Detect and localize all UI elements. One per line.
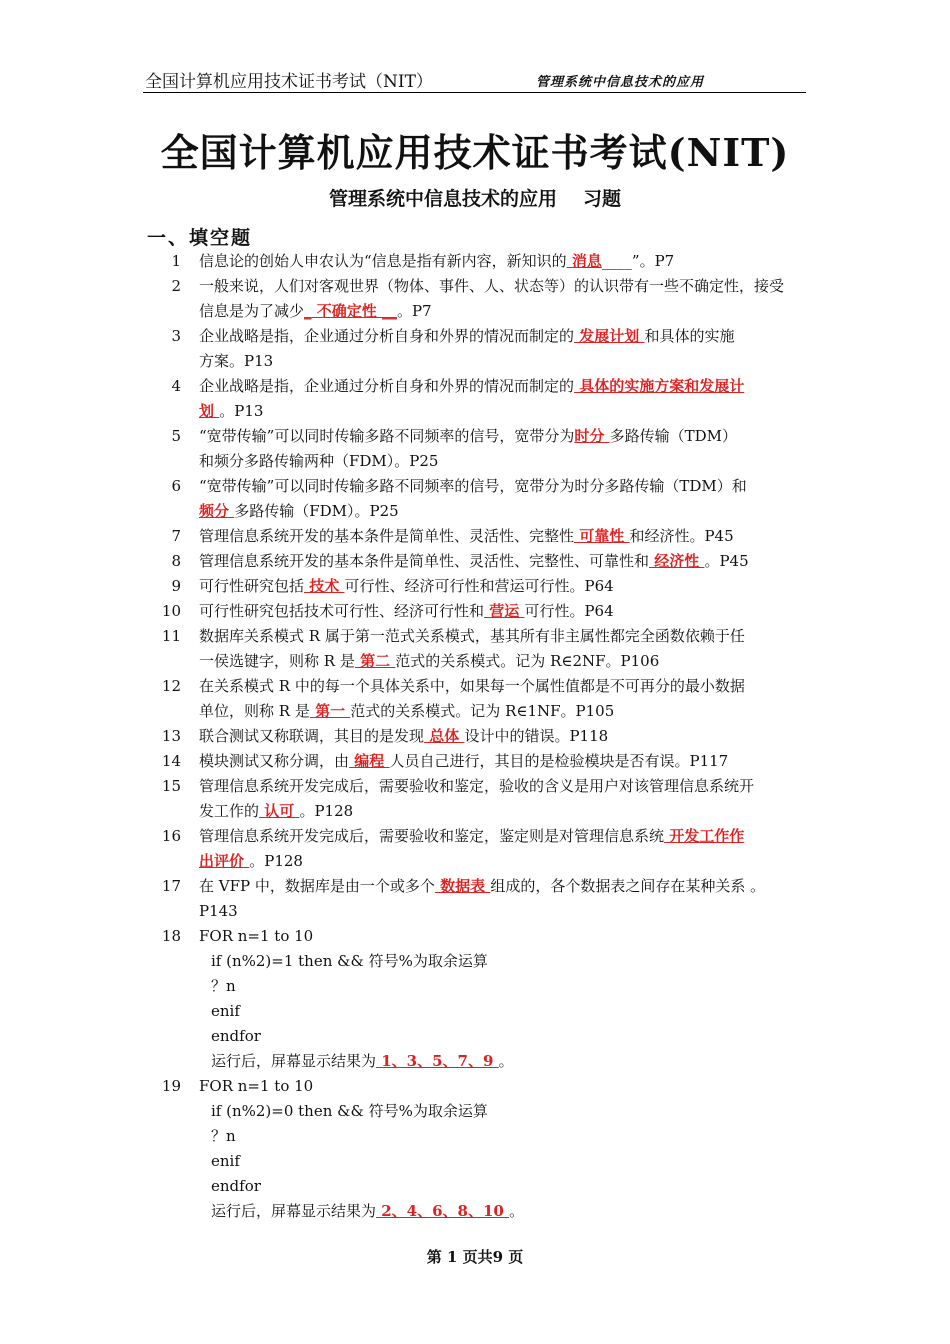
question-text: 单位，则称 R 是 — [199, 702, 310, 720]
question-item — [143, 249, 815, 274]
question-text: 和具体的实施 — [644, 327, 735, 345]
question-line — [199, 1049, 815, 1074]
question-text: FOR n=1 to 10 — [199, 927, 314, 945]
question-line — [199, 1124, 815, 1149]
question-text: 和经济性。P45 — [629, 527, 734, 545]
question-line — [199, 999, 815, 1024]
question-item — [143, 824, 815, 874]
question-number: 7 — [171, 527, 181, 545]
answer-blank: 总体 — [424, 727, 465, 745]
question-item — [143, 624, 815, 674]
question-number: 6 — [171, 477, 181, 495]
answer-blank: 具体的实施方案和发展计 — [574, 377, 745, 395]
answer-blank: 编程 — [349, 752, 390, 770]
question-text: 一般来说，人们对客观世界（物体、事件、人、状态等）的认识带有一些不确定性，接受 — [199, 277, 785, 295]
answer-blank: 技术 — [304, 577, 345, 595]
question-line — [199, 274, 815, 299]
question-item — [143, 674, 815, 724]
question-text: 范式的关系模式。记为 R∈2NF。P106 — [395, 652, 660, 670]
question-text: endfor — [211, 1177, 261, 1195]
question-list — [143, 249, 815, 1224]
question-line — [199, 474, 815, 499]
question-text: 数据库关系模式 R 属于第一范式关系模式，基其所有非主属性都完全函数依赖于任 — [199, 627, 745, 645]
question-text: 可行性。P64 — [524, 602, 614, 620]
question-line — [199, 1024, 815, 1049]
question-item — [143, 874, 815, 924]
question-number: 18 — [161, 927, 181, 945]
answer-blank: 可靠性 — [574, 527, 630, 545]
question-text: P143 — [199, 902, 238, 920]
question-text: 。 — [498, 1052, 514, 1070]
question-line — [199, 1199, 815, 1224]
answer-blank: 第二 — [354, 652, 396, 670]
answer-blank: 认可 — [259, 802, 300, 820]
question-text: 多路传输（TDM） — [609, 427, 737, 445]
answer-blank: 消息 — [566, 252, 602, 270]
question-line — [199, 624, 815, 649]
question-text: if (n%2)=0 then && 符号%为取余运算 — [211, 1102, 488, 1120]
answer-blank: 2、4、6、8、10 — [376, 1202, 510, 1220]
question-line — [199, 724, 815, 749]
question-text: 。P7 — [396, 302, 432, 320]
answer-blank: 频分 — [199, 502, 235, 520]
question-line — [199, 1074, 815, 1099]
subtitle-suffix: 习题 — [583, 188, 622, 210]
question-text: 方案。P13 — [199, 352, 274, 370]
question-number: 17 — [161, 877, 181, 895]
question-text: 。 — [509, 1202, 525, 1220]
answer-blank: 出评价 — [199, 852, 250, 870]
question-text: 管理信息系统开发完成后，需要验收和鉴定，验收的含义是用户对该管理信息系统开 — [199, 777, 755, 795]
question-number: 11 — [161, 627, 181, 645]
question-number: 16 — [161, 827, 181, 845]
answer-blank: 开发工作作 — [664, 827, 745, 845]
question-item — [143, 924, 815, 1074]
question-text: 。P45 — [704, 552, 749, 570]
question-line — [199, 1149, 815, 1174]
answer-blank: 划 — [199, 402, 220, 420]
question-text: “宽带传输”可以同时传输多路不同频率的信号，宽带分为 — [199, 427, 575, 445]
question-text: 组成的，各个数据表之间存在某种关系 。 — [490, 877, 766, 895]
question-text: 多路传输（FDM）。P25 — [234, 502, 399, 520]
question-text: 范式的关系模式。记为 R∈1NF。P105 — [350, 702, 615, 720]
question-text: 管理信息系统开发的基本条件是简单性、灵活性、完整性 — [199, 527, 575, 545]
question-line — [199, 849, 815, 874]
question-item — [143, 324, 815, 374]
question-line — [199, 574, 815, 599]
question-item — [143, 749, 815, 774]
question-item — [143, 374, 815, 424]
question-item — [143, 274, 815, 324]
question-line — [199, 1174, 815, 1199]
question-text: “宽带传输”可以同时传输多路不同频率的信号，宽带分为时分多路传输（TDM）和 — [199, 477, 747, 495]
document-subtitle — [0, 184, 950, 211]
question-text: if (n%2)=1 then && 符号%为取余运算 — [211, 952, 488, 970]
answer-blank: 营运 — [484, 602, 525, 620]
question-number: 4 — [171, 377, 181, 395]
question-text: ？n — [211, 977, 236, 995]
question-line — [199, 774, 815, 799]
question-text: 。P13 — [219, 402, 264, 420]
question-text: 。P128 — [249, 852, 303, 870]
question-line — [199, 824, 815, 849]
answer-blank: 第一 — [309, 702, 351, 720]
question-number: 3 — [171, 327, 181, 345]
page-header — [143, 64, 806, 93]
question-number: 15 — [161, 777, 181, 795]
question-line — [199, 449, 815, 474]
question-number: 10 — [161, 602, 181, 620]
question-text: 信息是为了减少 — [199, 302, 305, 320]
question-line — [199, 499, 815, 524]
answer-blank: 发展计划 — [574, 327, 645, 345]
question-text: 企业战略是指，企业通过分析自身和外界的情况而制定的 — [199, 327, 575, 345]
question-text: 设计中的错误。P118 — [464, 727, 609, 745]
question-line — [199, 874, 815, 899]
question-item — [143, 599, 815, 624]
question-text: FOR n=1 to 10 — [199, 1077, 314, 1095]
question-text: 发工作的 — [199, 802, 260, 820]
question-number: 14 — [161, 752, 181, 770]
question-text: 管理信息系统开发完成后，需要验收和鉴定，鉴定则是对管理信息系统 — [199, 827, 665, 845]
question-line — [199, 899, 815, 924]
question-number: 1 — [171, 252, 181, 270]
answer-blank: 经济性 — [649, 552, 705, 570]
question-number: 8 — [171, 552, 181, 570]
question-line — [199, 674, 815, 699]
question-number: 19 — [161, 1077, 181, 1095]
question-line — [199, 249, 815, 274]
question-item — [143, 524, 815, 549]
question-line — [199, 324, 815, 349]
header-right-title: 管理系统中信息技术的应用 — [536, 75, 705, 90]
question-line — [199, 749, 815, 774]
question-number: 5 — [171, 427, 181, 445]
question-line — [199, 649, 815, 674]
subtitle-main: 管理系统中信息技术的应用 — [328, 188, 557, 210]
question-text: ____”。P7 — [601, 252, 675, 270]
section-heading: 一、填空题 — [147, 227, 253, 249]
question-line — [199, 799, 815, 824]
question-line — [199, 924, 815, 949]
question-text: 运行后，屏幕显示结果为 — [211, 1052, 377, 1070]
question-text: 。P128 — [299, 802, 354, 820]
question-text: 一侯选键字，则称 R 是 — [199, 652, 355, 670]
question-text: enif — [211, 1002, 240, 1020]
document-title: 全国计算机应用技术证书考试(NIT) — [160, 130, 790, 175]
question-line — [199, 699, 815, 724]
question-text: enif — [211, 1152, 240, 1170]
question-line — [199, 549, 815, 574]
question-text: 可行性研究包括技术可行性、经济可行性和 — [199, 602, 485, 620]
question-text: 管理信息系统开发的基本条件是简单性、灵活性、完整性、可靠性和 — [199, 552, 650, 570]
question-line — [199, 599, 815, 624]
question-line — [199, 349, 815, 374]
question-text: endfor — [211, 1027, 261, 1045]
question-number: 13 — [161, 727, 181, 745]
question-text: 企业战略是指，企业通过分析自身和外界的情况而制定的 — [199, 377, 575, 395]
question-line — [199, 1099, 815, 1124]
question-line — [199, 949, 815, 974]
question-text: 模块测试又称分调，由 — [199, 752, 350, 770]
question-line — [199, 974, 815, 999]
question-text: 在 VFP 中，数据库是由一个或多个 — [199, 877, 435, 895]
question-text: ？n — [211, 1127, 236, 1145]
answer-blank: 时分 — [574, 427, 610, 445]
question-line — [199, 399, 815, 424]
question-item — [143, 424, 815, 474]
question-text: 可行性、经济可行性和营运可行性。P64 — [344, 577, 614, 595]
question-line — [199, 374, 815, 399]
question-text: 可行性研究包括 — [199, 577, 305, 595]
question-text: 在关系模式 R 中的每一个具体关系中，如果每一个属性值都是不可再分的最小数据 — [199, 677, 745, 695]
question-text: 运行后，屏幕显示结果为 — [211, 1202, 377, 1220]
question-text: 和频分多路传输两种（FDM）。P25 — [199, 452, 439, 470]
question-item — [143, 549, 815, 574]
question-item — [143, 774, 815, 824]
question-line — [199, 524, 815, 549]
question-item — [143, 724, 815, 749]
question-number: 12 — [161, 677, 181, 695]
answer-blank: 1、3、5、7、9 — [376, 1052, 499, 1070]
question-item — [143, 1074, 815, 1224]
question-text: 人员自己进行，其目的是检验模块是否有误。P117 — [389, 752, 729, 770]
answer-blank: 数据表 — [434, 877, 491, 895]
question-item — [143, 474, 815, 524]
question-item — [143, 574, 815, 599]
page-footer: 第 1 页共9 页 — [426, 1248, 524, 1266]
answer-blank: _ 不确定性 __ — [304, 302, 397, 320]
question-number: 9 — [171, 577, 181, 595]
header-left-title: 全国计算机应用技术证书考试（NIT） — [145, 72, 433, 92]
question-line — [199, 424, 815, 449]
question-line — [199, 299, 815, 324]
question-text: 信息论的创始人申农认为“信息是指有新内容，新知识的 — [199, 252, 567, 270]
question-text: 联合测试又称联调，其目的是发现 — [199, 727, 425, 745]
question-number: 2 — [171, 277, 181, 295]
